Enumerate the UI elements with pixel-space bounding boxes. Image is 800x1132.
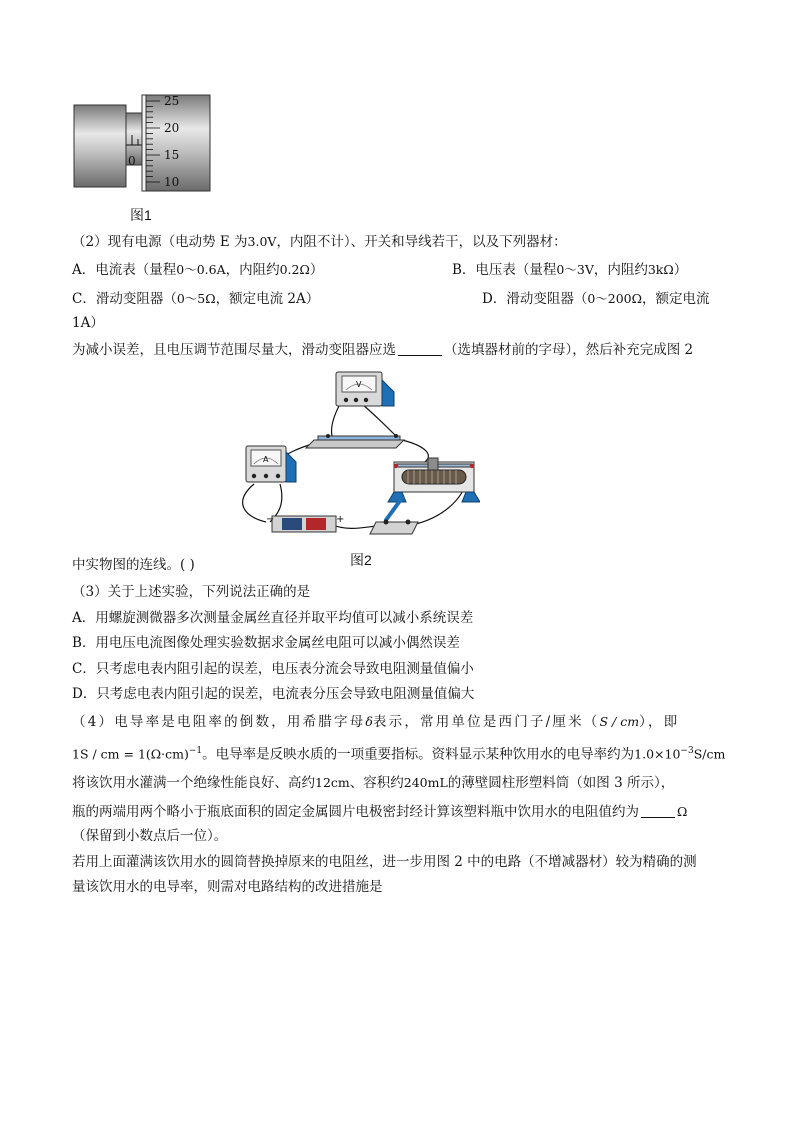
q3-stem: （3）关于上述实验，下列说法正确的是 [72, 584, 311, 600]
battery [266, 514, 344, 532]
q2-option-a: A．电流表（量程0～0.6A，内阻约0.2Ω） [72, 262, 324, 278]
q2-connect-instruction: 中实物图的连线。( ) [72, 557, 195, 573]
q4-line1: （4）电导率是电阻率的倒数，用希腊字母δ表示，常用单位是西门子/厘米（S / cm），即 [72, 714, 680, 730]
q3-option-d: D．只考虑电表内阻引起的误差，电流表分压会导致电阻测量值偏大 [72, 686, 475, 702]
thimble-label-15: 15 [164, 148, 180, 162]
q3-option-b: B．用电压电流图像处理实验数据求金属丝电阻可以减小偶然误差 [72, 635, 460, 651]
figure2-caption: 图2 [350, 552, 372, 568]
switch [370, 498, 418, 534]
q4-line5: （保留到小数点后一位）。 [72, 828, 228, 844]
q4-line6: 若用上面灌满该饮用水的圆筒替换掉原来的电阻丝，进一步用图 2 中的电路（不增减器材）较为精确的测 [72, 854, 697, 870]
q2-select-instruction: 为减小误差，且电压调节范围尽量大，滑动变阻器应选 （选填器材前的字母），然后补充完成图 2 [72, 342, 694, 358]
battery-minus-label: − [266, 514, 275, 525]
figure1-caption: 图1 [130, 207, 152, 223]
q2-option-d: D．滑动变阻器（0～200Ω，额定电流 [482, 291, 710, 307]
q4-line7: 量该饮用水的电导率，则需对电路结构的改进措施是 [72, 879, 383, 895]
q2-option-d-wrap: 1A） [72, 315, 104, 331]
micrometer-figure [72, 93, 212, 193]
q2-option-c: C．滑动变阻器（0～5Ω，额定电流 2A） [72, 291, 320, 307]
q2-intro: （2）现有电源（电动势 E 为3.0V，内阻不计）、开关和导线若干，以及下列器材： [72, 234, 567, 250]
ammeter-label: A [263, 455, 269, 464]
voltmeter [336, 372, 394, 406]
q4-line2: 1S / cm = $1(\Omega\cdot cm)^{-1}$。电导率是反映水质的一项重要指标。资料显示某种饮用水的电导率约为$1.0\times 10^{-3}S/cm$ [72, 746, 726, 763]
q4-line4: 瓶的两端用两个略小于瓶底面积的固定金属圆片电极密封经计算该塑料瓶中饮用水的电阻值约为 Ω [72, 804, 688, 820]
circuit-figure [236, 366, 480, 546]
rheostat [388, 458, 480, 502]
q4-line3: 将该饮用水灌满一个绝缘性能良好、高约12cm、容积约240mL的薄壁圆柱形塑料筒（如图 3 所示）， [72, 775, 675, 791]
ammeter [246, 446, 296, 482]
voltmeter-label: V [356, 380, 362, 389]
thimble-label-25: 25 [164, 94, 180, 108]
thimble-label-20: 20 [164, 121, 180, 135]
resistance-wire-board [306, 434, 404, 448]
battery-plus-label: + [336, 514, 345, 525]
q3-option-c: C．只考虑电表内阻引起的误差，电压表分流会导致电阻测量值偏小 [72, 661, 474, 677]
thimble-label-10: 10 [164, 175, 180, 189]
q3-option-a: A．用螺旋测微器多次测量金属丝直径并取平均值可以减小系统误差 [72, 610, 474, 626]
q2-option-b: B．电压表（量程0～3V，内阻约3kΩ） [452, 262, 688, 278]
sleeve-zero-label: 0 [128, 154, 136, 168]
